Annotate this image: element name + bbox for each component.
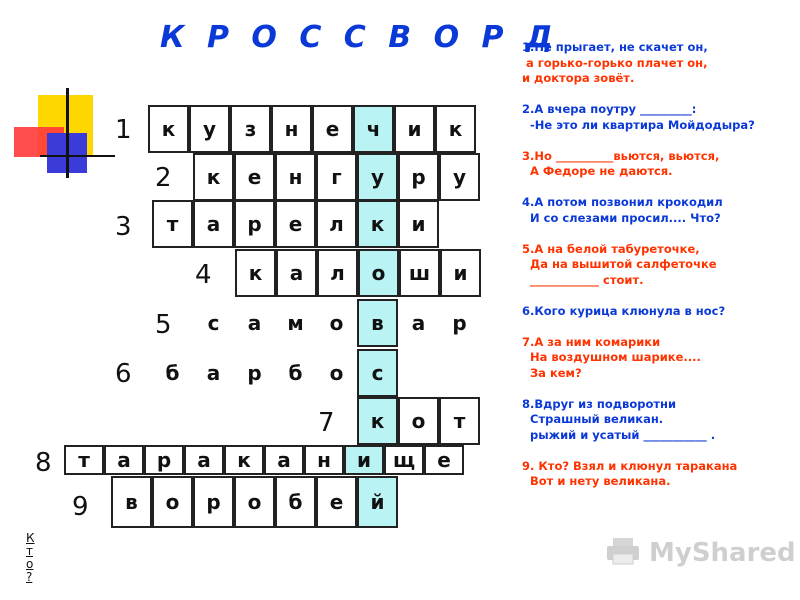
clue-3 [522,149,792,180]
clue-question: 8.Вдруг из подворотни [522,396,677,411]
clue-8 [522,397,792,444]
myshared-logo[interactable] [605,536,796,570]
crossword-cell: и [344,445,384,475]
who-link-letter: К [26,531,35,545]
crossword-cell: л [317,249,358,297]
clue-text: ____________ стоит. [522,272,644,287]
crossword-cell: о [316,349,357,397]
clue-question: 6.Кого курица клюнула в нос? [522,303,726,318]
crossword-cell: а [193,200,234,248]
crossword-cell: р [193,476,234,528]
clue-question: 4.А потом позвонил крокодил [522,195,723,209]
clue-text: Страшный великан. [522,412,664,426]
clue-text: А Федоре не даются. [522,164,673,178]
clue-number: 3 [115,212,132,242]
clue-number: 2 [155,163,172,193]
crossword-cell: н [275,153,316,201]
crossword-cell: н [271,105,312,153]
crossword-cell: у [439,153,480,201]
crossword-cell: с [357,349,398,397]
who-link-letter: т [26,544,33,558]
clue-text: За кем? [522,365,582,380]
crossword-cell: к [193,153,234,201]
crossword-cell: е [316,476,357,528]
crossword-cell: у [189,105,230,153]
clue-4 [522,195,792,226]
clue-2 [522,102,792,133]
crossword-cell: о [358,249,399,297]
crossword-cell: и [440,249,481,297]
crossword-cell: ч [353,105,394,153]
crossword-cell: р [439,299,480,347]
clue-6 [522,304,792,320]
crossword-cell: р [398,153,439,201]
crossword-cell: ш [399,249,440,297]
crossword-cell: а [234,299,275,347]
crossword-cell: а [398,299,439,347]
clue-5 [522,242,792,289]
crossword-cell: о [316,299,357,347]
crossword-cell: с [193,299,234,347]
clue-text: Вот и нету великана. [522,474,671,488]
crossword-cell: а [193,349,234,397]
crossword-cell: о [234,476,275,528]
crossword-cell: и [398,200,439,248]
crossword-cell: а [264,445,304,475]
crossword-cell: а [184,445,224,475]
crossword-cell: к [357,200,398,248]
crossword-cell: л [316,200,357,248]
crossword-cell: б [152,349,193,397]
clue-number: 8 [35,448,52,478]
crossword-cell: е [275,200,316,248]
clue-number: 9 [72,492,89,522]
crossword-cell: в [111,476,152,528]
clue-number: 1 [115,115,132,145]
crossword-cell: б [275,349,316,397]
who-link-letter: о [26,557,34,571]
crossword-cell: р [234,349,275,397]
printer-icon [605,536,641,570]
clue-text: Да на вышитой салфеточке [522,257,717,271]
crossword-cell: р [234,200,275,248]
page-title: К Р О С С В О Р Д [160,20,559,55]
clue-number: 7 [318,408,335,438]
crossword-cell: г [316,153,357,201]
clue-question: 5.А на белой табуреточке, [522,241,700,256]
crossword-cell: й [357,476,398,528]
crossword-cell: о [152,476,193,528]
clue-text: И со слезами просил.... Что? [522,210,721,225]
crossword-cell: н [304,445,344,475]
clue-number: 6 [115,359,132,389]
who-link-letter: ? [26,570,33,584]
clue-question: 2.А вчера поутру _________: [522,102,697,116]
crossword-cell: к [357,397,398,445]
crossword-cell: е [424,445,464,475]
clues-panel [522,40,792,505]
crossword-cell: а [276,249,317,297]
clue-question: 1.Не прыгает, не скачет он, [522,40,708,54]
clue-7 [522,335,792,382]
crossword-cell: у [357,153,398,201]
clue-question: 3.Но __________вьются, вьются, [522,148,720,163]
crossword-cell: щ [384,445,424,475]
clue-9 [522,459,792,490]
crossword-cell: т [439,397,480,445]
clue-text: рыжий и усатый ___________ . [522,427,716,442]
crossword-cell: к [148,105,189,153]
crossword-cell: е [234,153,275,201]
crossword-cell: и [394,105,435,153]
clue-text: и доктора зовёт. [522,71,635,85]
crossword-cell: к [235,249,276,297]
clue-text: 9. Кто? Взял и клюнул таракана [522,458,738,473]
clue-number: 5 [155,310,172,340]
who-link[interactable] [26,532,36,584]
clue-1 [522,40,792,87]
crossword-cell: з [230,105,271,153]
crossword-cell: р [144,445,184,475]
clue-text: -Не это ли квартира Мойдодыра? [522,117,755,132]
crossword-cell: т [64,445,104,475]
crossword-cell: а [104,445,144,475]
clue-text: а горько-горько плачет он, [522,55,708,70]
crossword-cell: т [152,200,193,248]
clue-question: 7.А за ним комарики [522,334,661,349]
crossword-cell: м [275,299,316,347]
crossword-cell: о [398,397,439,445]
crossword-cell: к [224,445,264,475]
crossword-cell: к [435,105,476,153]
clue-text: На воздушном шарике.... [522,350,701,364]
crossword-cell: в [357,299,398,347]
crossword-cell: е [312,105,353,153]
crossword-cell: б [275,476,316,528]
logo-text: MyShared [649,538,796,568]
clue-number: 4 [195,260,212,290]
